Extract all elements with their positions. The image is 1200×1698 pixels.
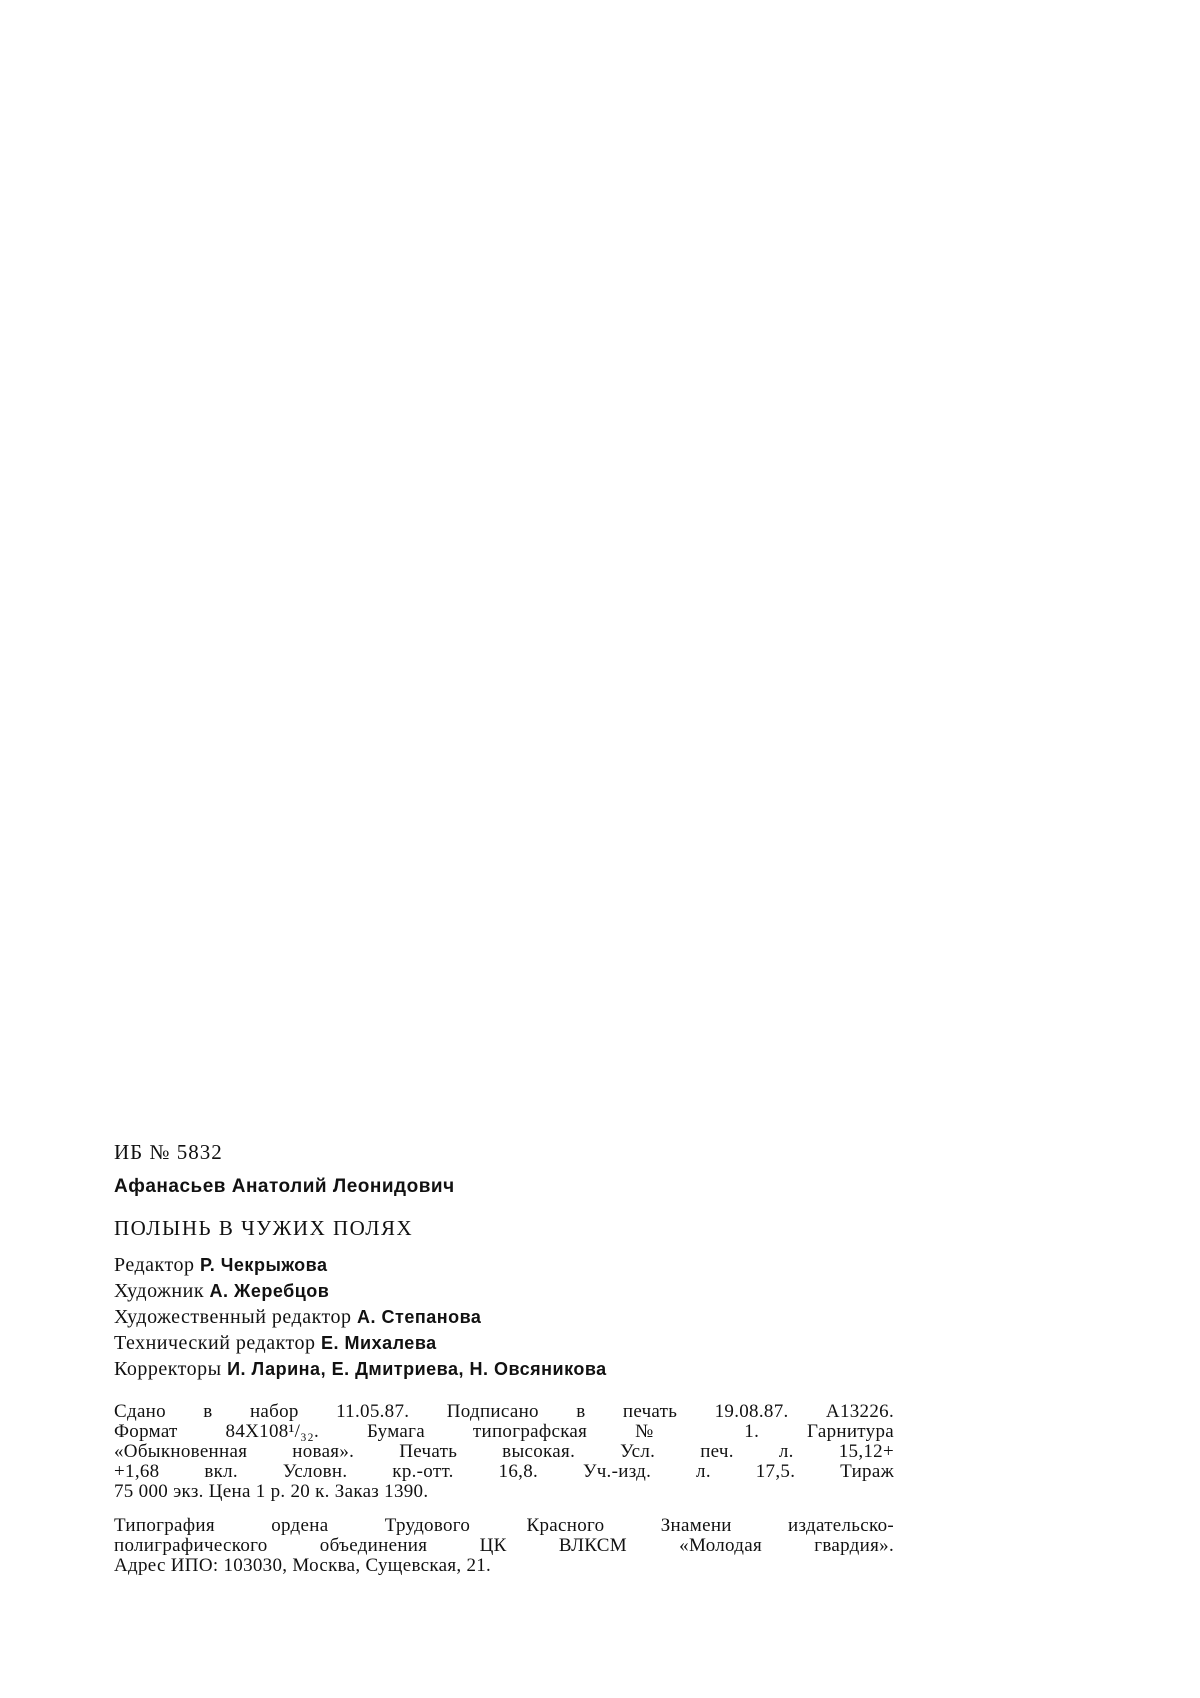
credit-name: А. Жеребцов [209,1281,330,1301]
credit-role: Художественный редактор [114,1306,352,1328]
credit-name: Р. Чекрыжова [199,1255,328,1275]
colophon [114,1140,894,1576]
credit-role: Редактор [114,1254,195,1276]
printer-info-line: полиграфического объединения ЦК ВЛКСМ «Молодая гвардия». [114,1535,894,1556]
print-details [114,1402,894,1502]
credits-list [114,1254,894,1384]
printer-info [114,1516,894,1576]
credit-art-editor [114,1306,894,1332]
print-details-line: 75 000 экз. Цена 1 р. 20 к. Заказ 1390. [114,1481,429,1502]
credit-proofreaders [114,1358,894,1384]
print-details-line: Сдано в набор 11.05.87. Подписано в печать 19.08.87. А13226. [114,1401,894,1422]
printer-info-line: Типография ордена Трудового Красного Знамени издательско- [114,1515,894,1536]
book-title: ПОЛЫНЬ В ЧУЖИХ ПОЛЯХ [114,1216,414,1240]
credit-name: Е. Михалева [321,1333,437,1353]
author-name: Афанасьев Анатолий Леонидович [114,1176,455,1197]
credit-name: И. Ларина, Е. Дмитриева, Н. Овсяникова [227,1359,607,1379]
credit-technical-editor [114,1332,894,1358]
credit-artist [114,1280,894,1306]
print-details-line: «Обыкновенная новая». Печать высокая. Усл. печ. л. 15,12+ [114,1441,894,1462]
credit-name: А. Степанова [357,1307,482,1327]
print-details-line: Формат 84X108¹/₃₂. Бумага типографская № 1. Гарнитура [114,1421,894,1442]
credit-role: Технический редактор [114,1332,316,1354]
printer-info-line: Адрес ИПО: 103030, Москва, Сущевская, 21. [114,1555,492,1576]
ib-number: ИБ № 5832 [114,1140,223,1164]
print-details-line: +1,68 вкл. Условн. кр.-отт. 16,8. Уч.-изд. л. 17,5. Тираж [114,1461,894,1482]
credit-editor [114,1254,894,1280]
credit-role: Корректоры [114,1358,222,1380]
credit-role: Художник [114,1280,205,1302]
